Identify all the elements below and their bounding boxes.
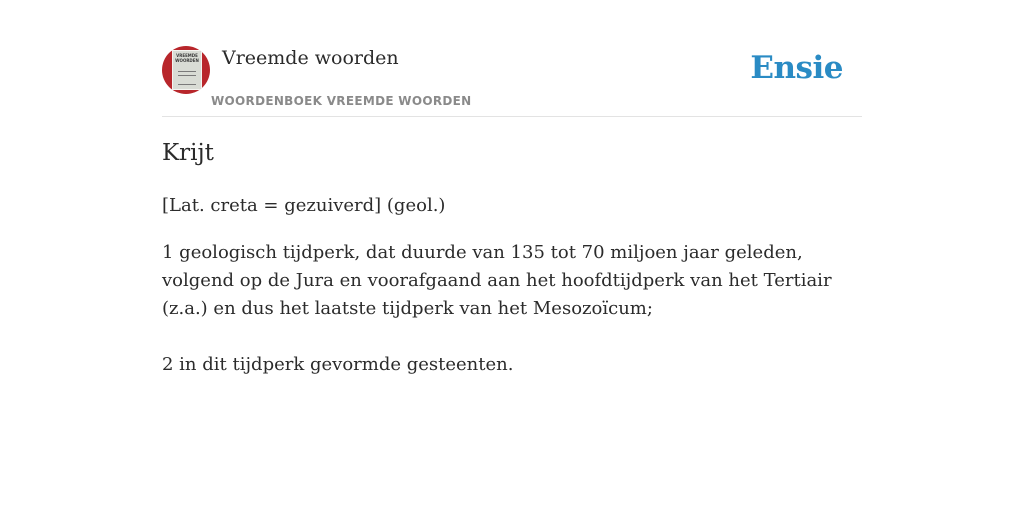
dictionary-subtitle: WOORDENBOEK VREEMDE WOORDEN xyxy=(211,94,472,108)
book-cover-title: VREEMDE WOORDEN xyxy=(175,53,199,63)
dictionary-title[interactable]: Vreemde woorden xyxy=(222,47,399,69)
definition-1: 1 geologisch tijdperk, dat duurde van 135 tot 70 miljoen jaar geleden, volgend op de Jura en voorafgaand aan het hoofdtijdperk van het Tertiair (z.a.) en dus het laatste tijdperk van het Mesozoïcum; xyxy=(162,242,832,319)
definition-2: 2 in dit tijdperk gevormde gesteenten. xyxy=(162,354,514,375)
cover-decoration xyxy=(178,75,196,76)
ensie-logo-link[interactable]: Ensie xyxy=(750,50,843,86)
cover-decoration xyxy=(178,84,196,85)
site-header xyxy=(162,46,862,117)
cover-decoration xyxy=(178,71,196,72)
dictionary-cover-avatar[interactable] xyxy=(162,46,210,94)
entry-term: Krijt xyxy=(162,140,214,166)
entry-etymology: [Lat. creta = gezuiverd] (geol.) xyxy=(162,195,446,216)
book-cover-image xyxy=(172,50,202,90)
